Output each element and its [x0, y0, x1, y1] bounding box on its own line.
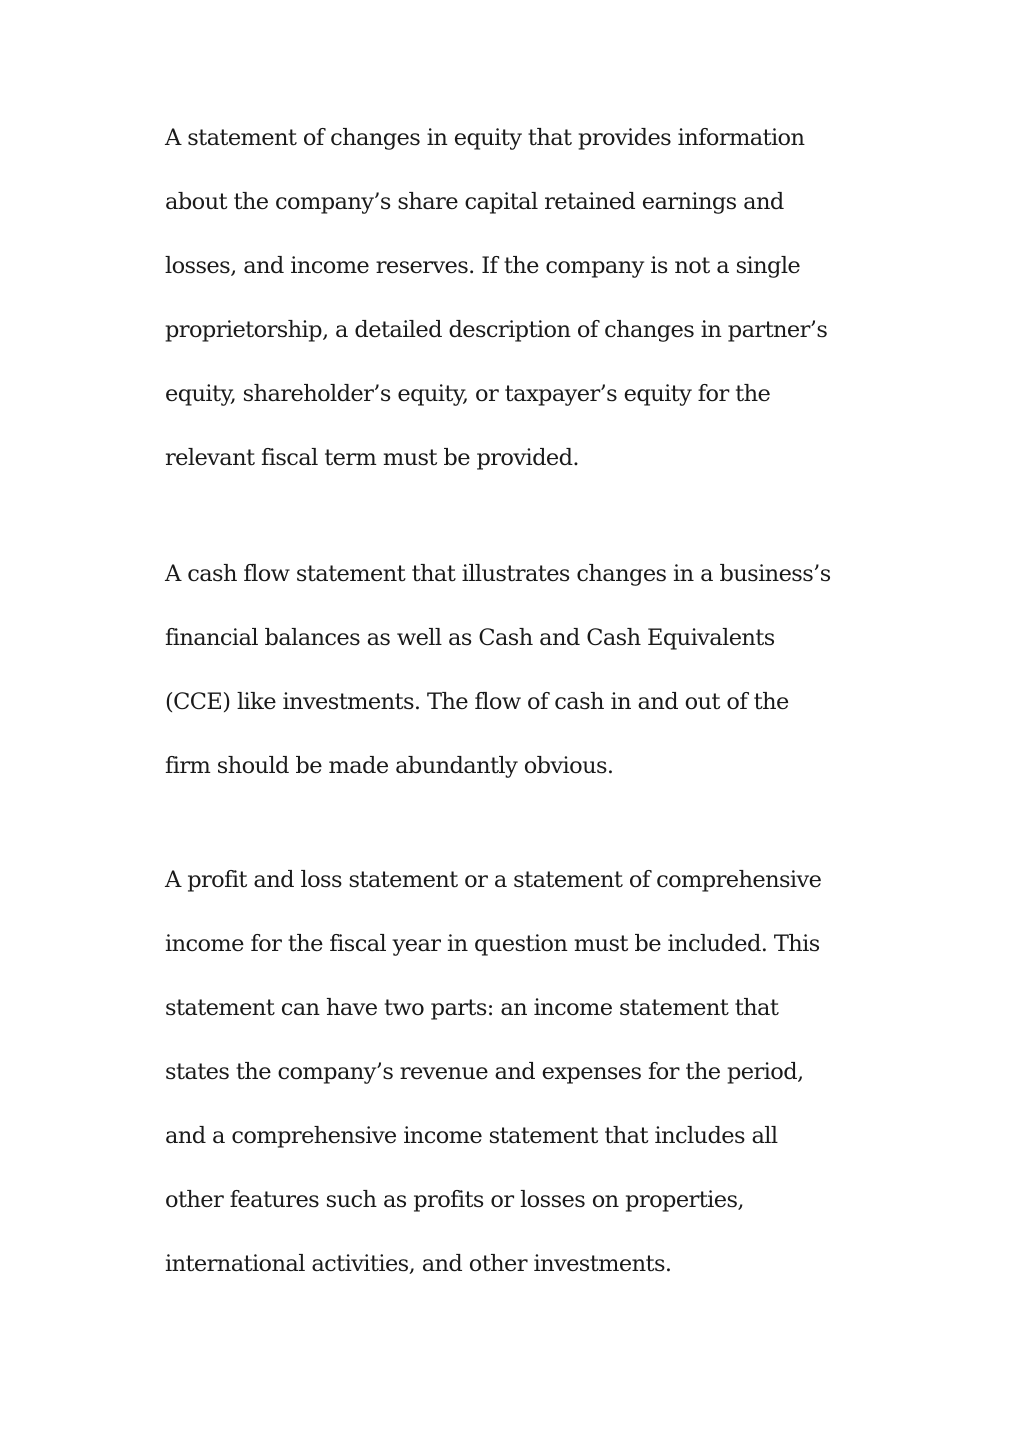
paragraph-profit-loss-statement: [165, 848, 865, 1296]
text-line: (CCE) like investments. The flow of cash in and out of the: [165, 689, 789, 715]
text-line: losses, and income reserves. If the company is not a single: [165, 253, 801, 279]
text-line: international activities, and other investments.: [165, 1251, 672, 1277]
text-line: statement can have two parts: an income statement that: [165, 995, 779, 1021]
text-line: A profit and loss statement or a statement of comprehensive: [165, 867, 822, 893]
text-line: A statement of changes in equity that provides information: [165, 125, 805, 151]
text-line: income for the fiscal year in question must be included. This: [165, 931, 820, 957]
text-line: financial balances as well as Cash and Cash Equivalents: [165, 625, 775, 651]
text-line: about the company’s share capital retained earnings and: [165, 189, 784, 215]
text-line: relevant fiscal term must be provided.: [165, 445, 579, 471]
text-line: and a comprehensive income statement that includes all: [165, 1123, 778, 1149]
text-line: equity, shareholder’s equity, or taxpayer’s equity for the: [165, 381, 771, 407]
paragraph-equity-statement: [165, 106, 865, 490]
text-line: proprietorship, a detailed description of changes in partner’s: [165, 317, 828, 343]
paragraph-cash-flow-statement: [165, 542, 865, 798]
text-line: other features such as profits or losses on properties,: [165, 1187, 744, 1213]
text-line: firm should be made abundantly obvious.: [165, 753, 614, 779]
text-line: A cash flow statement that illustrates changes in a business’s: [165, 561, 831, 587]
text-line: states the company’s revenue and expenses for the period,: [165, 1059, 804, 1085]
